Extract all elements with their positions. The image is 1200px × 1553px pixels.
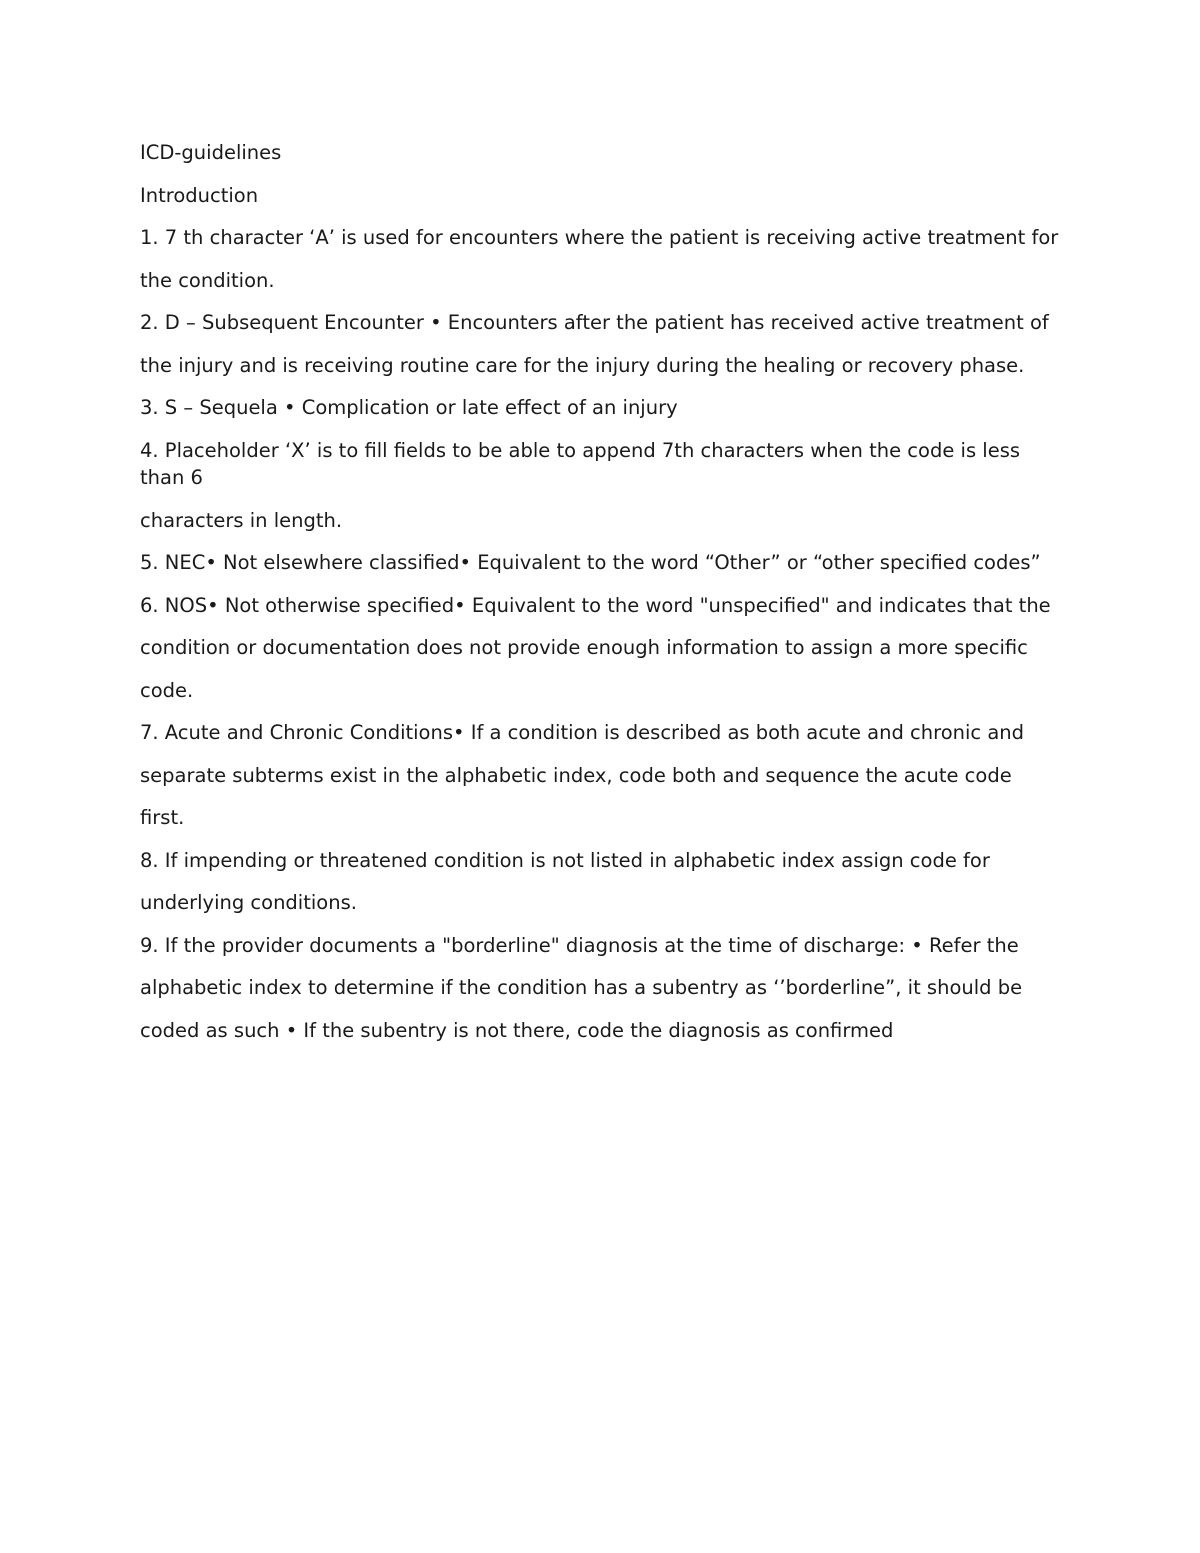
- paragraph: 7. Acute and Chronic Conditions• If a condition is described as both acute and chronic and: [140, 721, 1025, 744]
- paragraph: 5. NEC• Not elsewhere classified• Equivalent to the word “Other” or “other specified codes”: [140, 551, 1041, 574]
- paragraph: coded as such • If the subentry is not there, code the diagnosis as confirmed: [140, 1018, 894, 1042]
- section-heading: Introduction: [140, 183, 259, 207]
- paragraph: 3. S – Sequela • Complication or late effect of an injury: [140, 396, 678, 419]
- paragraph: the condition.: [140, 268, 275, 292]
- document-title: ICD-guidelines: [140, 141, 282, 164]
- paragraph: condition or documentation does not provide enough information to assign a more specific: [140, 636, 1028, 659]
- document-body: [140, 139, 1060, 1059]
- paragraph: alphabetic index to determine if the condition has a subentry as ‘’borderline”, it should be: [140, 976, 1023, 999]
- paragraph: first.: [140, 806, 185, 829]
- paragraph: code.: [140, 678, 194, 702]
- paragraph: 4. Placeholder ‘X’ is to fill fields to be able to append 7th characters when the code is less than 6: [140, 438, 1021, 489]
- paragraph: 6. NOS• Not otherwise specified• Equivalent to the word "unspecified" and indicates that the: [140, 593, 1051, 617]
- paragraph: characters in length.: [140, 508, 343, 532]
- paragraph: 8. If impending or threatened condition is not listed in alphabetic index assign code for: [140, 848, 990, 872]
- paragraph: the injury and is receiving routine care for the injury during the healing or recovery phase.: [140, 353, 1025, 377]
- paragraph: 9. If the provider documents a "borderline" diagnosis at the time of discharge: • Refer the: [140, 933, 1019, 957]
- paragraph: underlying conditions.: [140, 891, 357, 914]
- paragraph: separate subterms exist in the alphabetic index, code both and sequence the acute code: [140, 763, 1012, 787]
- paragraph: 2. D – Subsequent Encounter • Encounters after the patient has received active treatment of: [140, 311, 1049, 334]
- paragraph: 1. 7 th character ‘A’ is used for encounters where the patient is receiving active treatment for: [140, 226, 1059, 249]
